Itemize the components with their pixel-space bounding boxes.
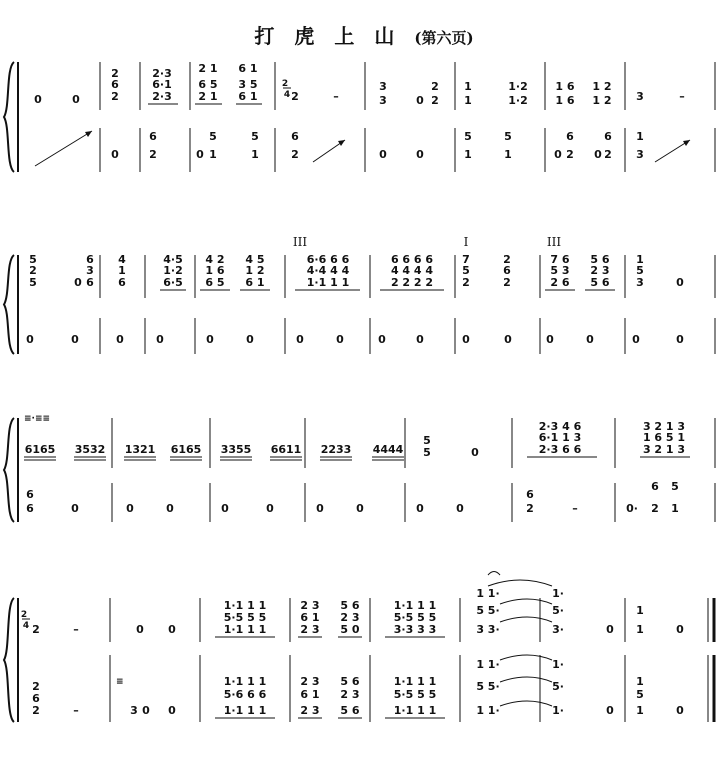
chord-note: 5 6 [590,276,610,289]
chord-note: 2 3 [340,688,360,701]
chord-note: 6 [503,264,511,277]
rest: 0 [34,93,42,106]
note: 5 [251,130,259,143]
chord-note: 1·1 1 1 [393,704,437,717]
chord-note: 1·1 1 1 [223,599,267,612]
chord-note: 5 0 [340,623,360,636]
chord-note: 5 6 [340,599,360,612]
time-signature-den: 4 [283,90,291,100]
note: 1 [504,148,512,161]
rest: 0 [471,446,479,459]
rest: 0 [71,502,79,515]
chord-note: 2 [503,253,511,266]
tie [500,701,552,706]
rest: 0 [416,333,424,346]
chord-note: 3·3 3 3 [393,623,437,636]
rest: 0 [136,623,144,636]
chord-note: 1· [552,587,564,600]
chord-note: 6·6 6 6 [306,253,350,266]
dash: – [73,623,79,636]
chord-note: 1·1 1 1 [393,675,437,688]
rest: 0 [676,333,684,346]
chord-note: 2 3 [590,264,610,277]
chord-note: 5 [462,264,470,277]
rest: 0 [296,333,304,346]
rest: 0 [379,148,387,161]
chord-note: 5 6 [340,704,360,717]
chord-note: 1 1· [476,704,500,717]
beamed-group: 6165 [24,443,56,456]
tremolo-mark: ≡·≡≡ [24,414,51,424]
rest: 0 [416,502,424,515]
chord-note: 2·3 4 6 [538,420,582,433]
chord-note: 2 3 [300,623,320,636]
note: 5 [423,434,431,447]
chord-note: 1·1 1 1 [306,276,350,289]
note: 6 [651,480,659,493]
chord-note: 1 1· [476,587,500,600]
chord-note: 1· [552,704,564,717]
chord-note: 6 1 [300,611,320,624]
chord-note: 3 3· [476,623,500,636]
chord-note: 1·1 1 1 [223,704,267,717]
chord-note: 0 [676,276,684,289]
chord-note: 0 [676,704,684,717]
chord-note: 1·1 1 1 [223,675,267,688]
note: 6 [604,130,612,143]
chord-note: 1 6 5 1 [642,431,686,444]
rest: 0 [246,333,254,346]
tie [488,580,552,586]
chord-note: 1 1· [476,658,500,671]
chord-note: 5·5 5 5 [393,611,437,624]
chord-note: 2 3 [300,704,320,717]
roman-numeral: III [292,235,308,249]
note: 1 [464,148,472,161]
chord-note: 3 [636,276,644,289]
note: 2 [566,148,574,161]
gliss-arrowhead [85,131,92,137]
note: 2 [32,680,40,693]
chord-note: 5· [552,680,564,693]
chord-note: 6 [118,276,126,289]
note: 2 [651,502,659,515]
chord-note: 5 3 [550,264,570,277]
brace [4,418,14,522]
rest: 0 [546,333,554,346]
rest: 0 [206,333,214,346]
beamed-group: 1321 [124,443,156,456]
gliss-arrow [35,131,92,166]
dash: – [572,502,578,515]
chord-note: 2 3 [340,611,360,624]
chord-note: 1 [636,623,644,636]
chord-note: 0 [606,704,614,717]
chord-note: 5 [636,688,644,701]
chord-note: 1·1 1 1 [223,623,267,636]
chord-note: 1 [118,264,126,277]
note: 3 [636,90,644,103]
roman-numeral: III [546,235,562,249]
chord-note: 6 5 [198,78,218,91]
chord-note: 2 6 [550,276,570,289]
time-signature-num: 2 [281,79,289,89]
chord-note: 2 1 [198,62,218,75]
chord-note: 1 2 [245,264,265,277]
rest: 0 [336,333,344,346]
note: 6 [566,130,574,143]
note: 5 [504,130,512,143]
chord-note: 2 [111,67,119,80]
note: 1 [251,148,259,161]
rest: 0 [632,333,640,346]
note: 5 [464,130,472,143]
tremolo-mark: ≡ [116,677,124,687]
chord-note: 5 [636,264,644,277]
note: 2 [149,148,157,161]
beamed-group: 3355 [220,443,252,456]
chord-note: 5 [29,253,37,266]
rest: 0 [266,502,274,515]
rest: 0 [356,502,364,515]
note: 5 [209,130,217,143]
chord-note: 6 5 [205,276,225,289]
dash: – [333,90,339,103]
chord-note: 6·1 1 3 [538,431,582,444]
time-signature-num: 2 [20,610,28,620]
rest: 0 [416,94,424,107]
chord-note: 7 6 [550,253,570,266]
dash: – [679,90,685,103]
chord-note: 1· [552,658,564,671]
note: 6 [149,130,157,143]
chord-note: 1 [636,604,644,617]
note: 1·2 [508,80,528,93]
chord-note: 1 [636,253,644,266]
chord-note: 5·5 5 5 [393,688,437,701]
chord-note: 0 [74,276,82,289]
note: 1 2 [592,80,612,93]
chord-note: 4·5 [163,253,183,266]
note: 6 [526,488,534,501]
note: 0· [626,502,638,515]
chord-note: 6 1 [238,62,258,75]
rest: 0 [26,333,34,346]
chord-note: 1·2 [163,264,183,277]
chord-note: 2 1 [198,90,218,103]
note: 3 [379,80,387,93]
title-main: 打虎上山 [254,24,415,48]
chord-note: 6 [86,276,94,289]
rest: 0 [586,333,594,346]
rest: 0 [168,623,176,636]
chord-note: 4·4 4 4 [306,264,350,277]
tie [500,677,552,682]
chord-note: 6 1 [245,276,265,289]
chord-note: 3 [86,264,94,277]
rest: 0 [126,502,134,515]
chord-note: 2 [503,276,511,289]
note: 1 [636,130,644,143]
note: 1 [209,148,217,161]
gliss-arrowhead [338,140,345,146]
tie [500,617,552,622]
note: 6 [26,502,34,515]
tie [500,599,552,604]
beamed-group: 4444 [372,443,404,456]
chord-note: 3· [552,623,564,636]
chord-note: 2·3 [152,67,172,80]
note: 2 [291,148,299,161]
chord-note: 5 6 [590,253,610,266]
chord-note: 2 [111,90,119,103]
rest: 0 [504,333,512,346]
note: 3 [130,704,138,717]
rest: 0 [196,148,204,161]
chord-note: 4 4 4 4 [390,264,434,277]
rest: 0 [554,148,562,161]
note: 2 [32,623,40,636]
brace [4,62,14,172]
note: 2 [431,80,439,93]
note: 5 [671,480,679,493]
chord-note: 2 3 [300,599,320,612]
title-page-note: (第六页) [414,29,474,47]
note: 6 [291,130,299,143]
rest: 0 [142,704,150,717]
note: 2 [32,704,40,717]
gliss-arrowhead [683,140,690,146]
rest: 0 [378,333,386,346]
beamed-group: 6165 [170,443,202,456]
chord-note: 4 5 [245,253,265,266]
chord-note: 2 3 [300,675,320,688]
rest: 0 [594,148,602,161]
chord-note: 4 [118,253,126,266]
chord-note: 5 6 [340,675,360,688]
rest: 0 [71,333,79,346]
note: 1·2 [508,94,528,107]
chord-note: 6 [86,253,94,266]
rest: 0 [462,333,470,346]
chord-note: 1 [636,675,644,688]
chord-note: 3 5 [238,78,258,91]
chord-note: 6 6 6 6 [390,253,434,266]
note: 3 [636,148,644,161]
chord-note: 6 1 [300,688,320,701]
rest: 0 [111,148,119,161]
chord-note: 1 [636,704,644,717]
chord-note: 5·6 6 6 [223,688,267,701]
beamed-group: 2233 [320,443,352,456]
rest: 0 [166,502,174,515]
rest: 0 [221,502,229,515]
chord-note: 2 [462,276,470,289]
brace [4,598,14,722]
note: 1 [464,80,472,93]
beamed-group: 3532 [74,443,106,456]
chord-note: 1 6 [205,264,225,277]
beamed-group: 6611 [270,443,302,456]
rest: 0 [116,333,124,346]
chord-note: 0 [676,623,684,636]
roman-numeral: I [463,235,469,249]
chord-note: 2·3 6 6 [538,443,582,456]
chord-note: 4 2 [205,253,225,266]
chord-note: 5 [29,276,37,289]
note: 3 [379,94,387,107]
chord-note: 0 [606,623,614,636]
chord-note: 6·5 [163,276,183,289]
chord-note: 7 [462,253,470,266]
chord-note: 2 [29,264,37,277]
rest: 0 [168,704,176,717]
note: 5 [423,446,431,459]
tie [500,655,552,660]
brace [4,255,14,354]
chord-note: 5 5· [476,680,500,693]
note: 6 [26,488,34,501]
rest: 0 [316,502,324,515]
chord-note: 6 1 [238,90,258,103]
note: 6 [32,692,40,705]
fermata [488,572,500,576]
dash: – [73,704,79,717]
chord-note: 5·5 5 5 [223,611,267,624]
note: 1 [671,502,679,515]
note: 2 [604,148,612,161]
note: 2 [526,502,534,515]
rest: 0 [72,93,80,106]
time-signature-den: 4 [22,621,30,631]
chord-note: 3 2 1 3 [642,443,686,456]
chord-note: 6·1 [152,78,172,91]
note: 1 6 [555,94,575,107]
rest: 0 [456,502,464,515]
note: 1 2 [592,94,612,107]
chord-note: 3 2 1 3 [642,420,686,433]
note: 2 [431,94,439,107]
rest: 0 [416,148,424,161]
note: 1 [464,94,472,107]
note: 2 [291,90,299,103]
chord-note: 2·3 [152,90,172,103]
note: 1 6 [555,80,575,93]
chord-note: 6 [111,78,119,91]
rest: 0 [156,333,164,346]
chord-note: 2 2 2 2 [390,276,434,289]
chord-note: 5· [552,604,564,617]
chord-note: 5 5· [476,604,500,617]
chord-note: 1·1 1 1 [393,599,437,612]
